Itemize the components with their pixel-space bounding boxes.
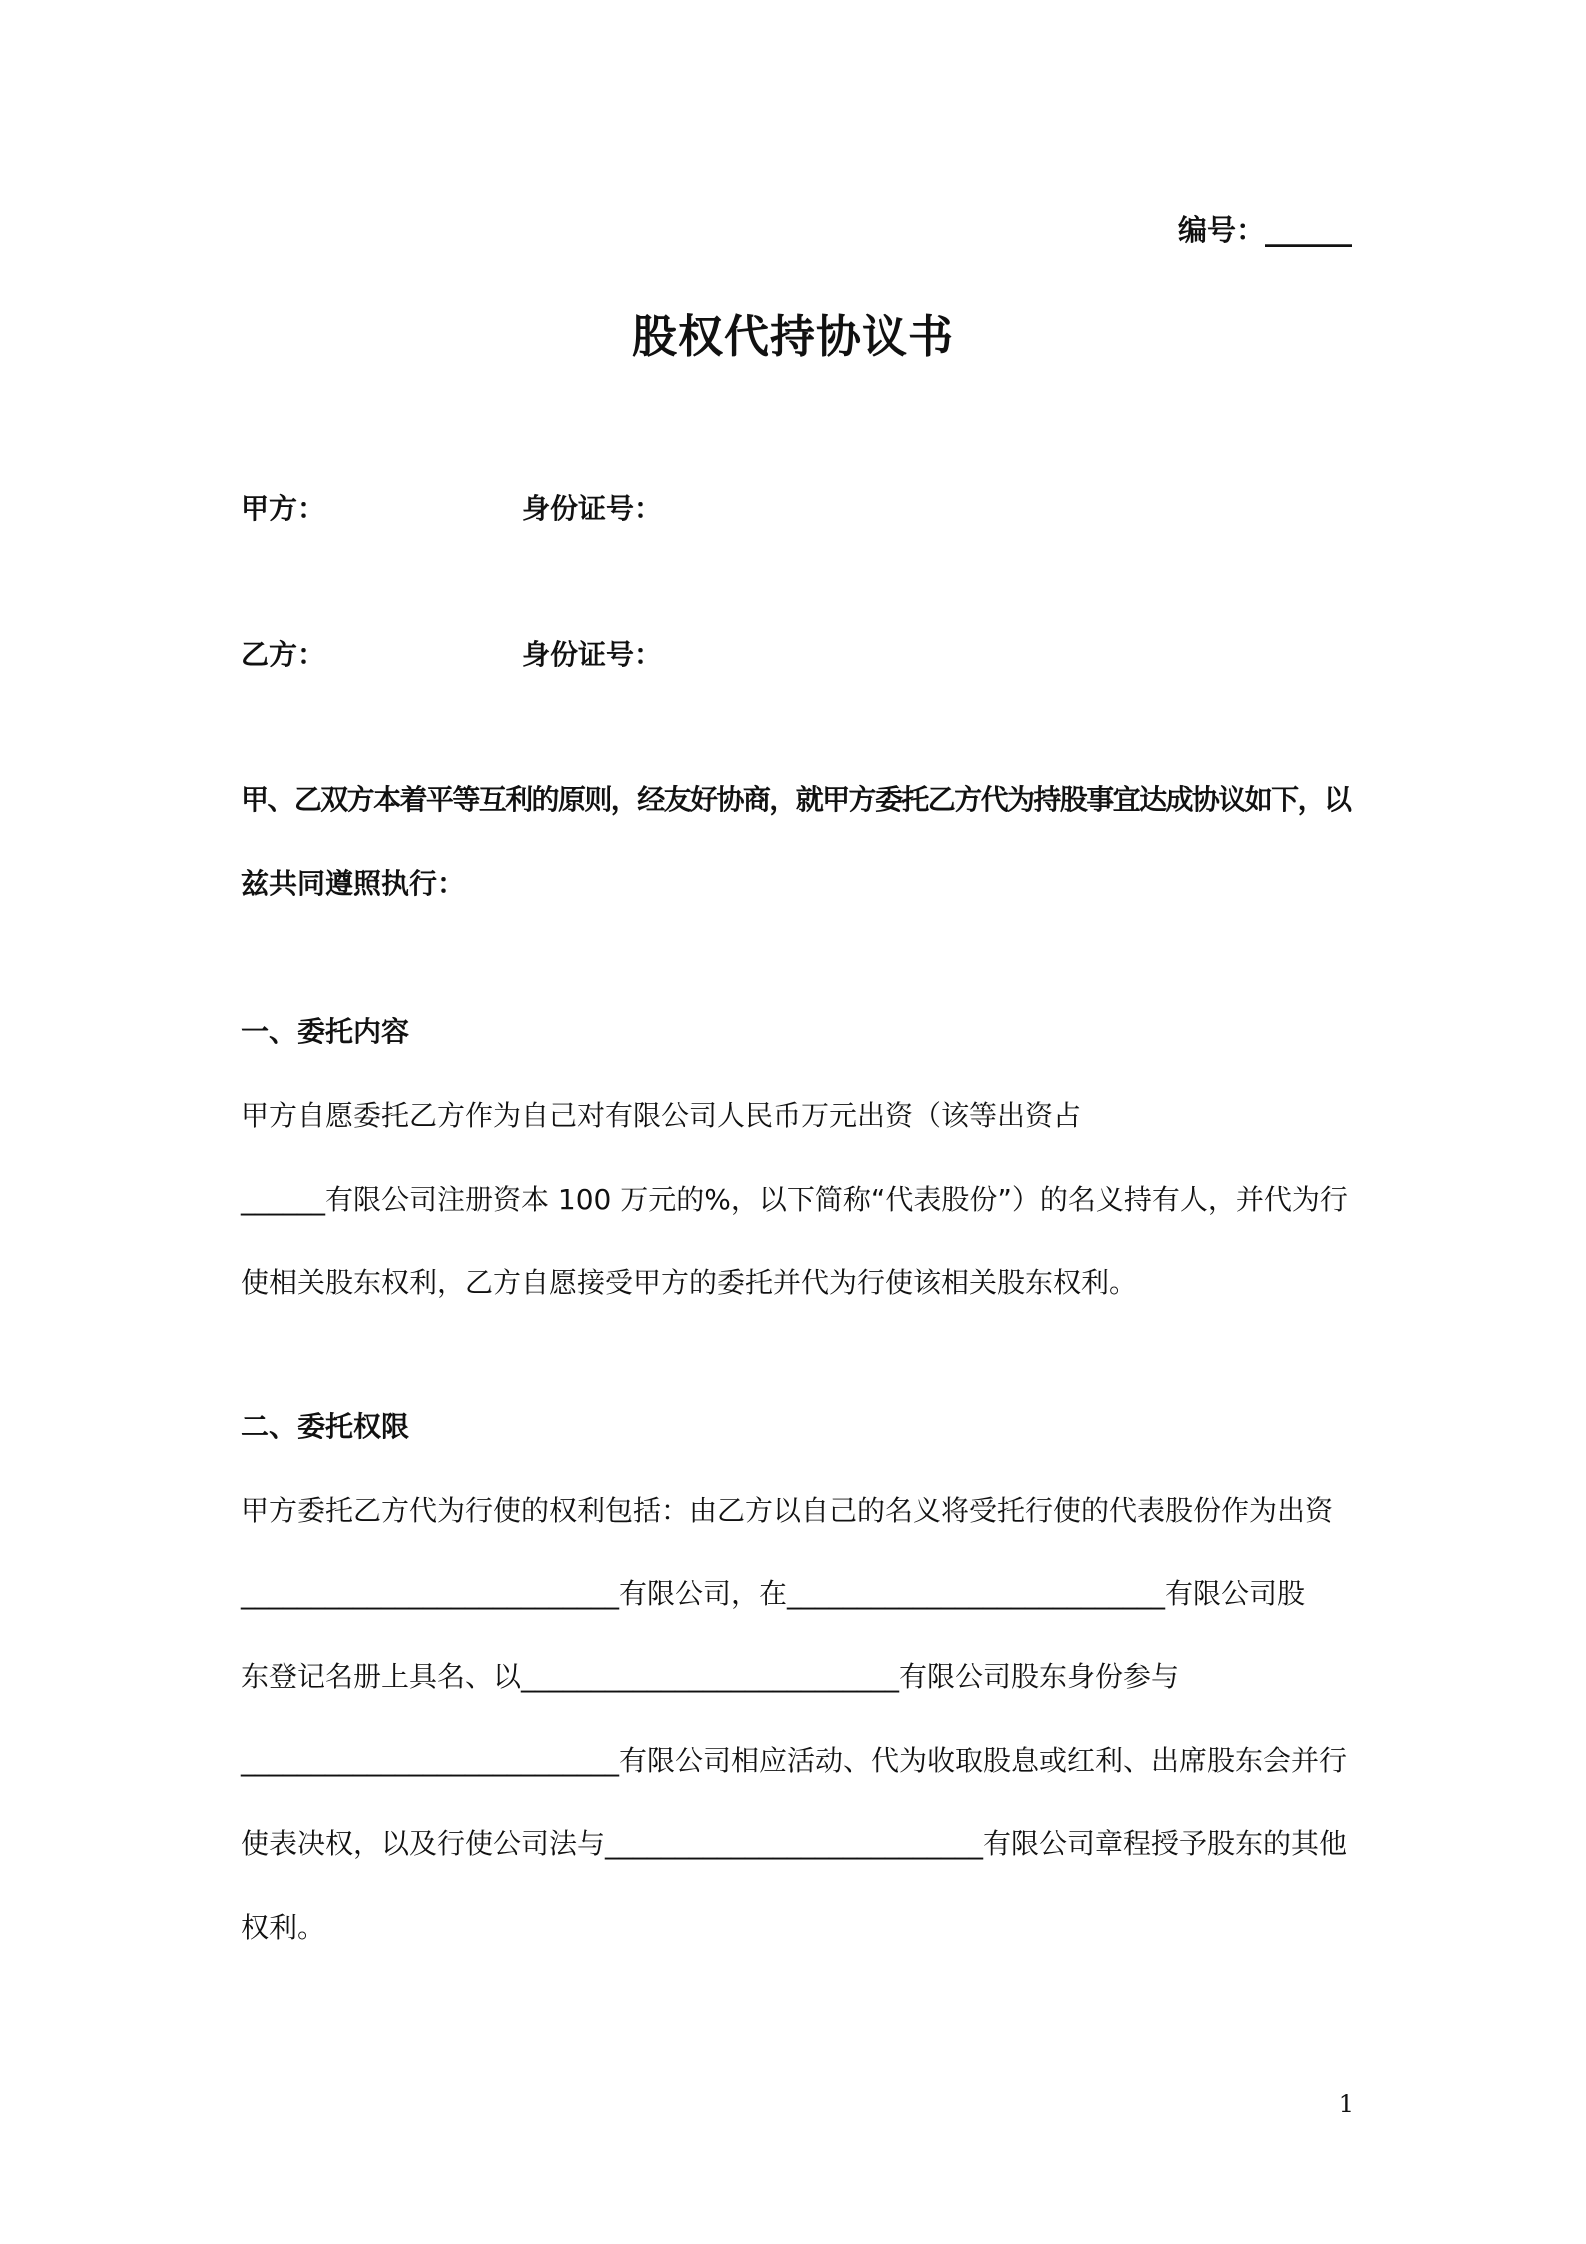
party-b-id-label: 身份证号： xyxy=(522,638,663,671)
page-title: 股权代持协议书 xyxy=(631,310,954,363)
party-b-label: 乙方： xyxy=(241,638,326,671)
intro-line: 兹共同遵照执行： xyxy=(241,867,466,900)
paragraph-line: ___________________________有限公司，在___________________________有限公司股 xyxy=(241,1577,1306,1610)
paragraph-line: 甲方委托乙方代为行使的权利包括：由乙方以自己的名义将受托行使的代表股份作为出资 xyxy=(241,1494,1334,1527)
intro-line: 甲、乙双方本着平等互利的原则，经友好协商，就甲方委托乙方代为持股事宜达成协议如下，以 xyxy=(241,783,1351,816)
party-a-label: 甲方： xyxy=(241,492,326,525)
paragraph-line: 权利。 xyxy=(241,1911,326,1944)
paragraph-line: ___________________________有限公司相应活动、代为收取股息或红利、出席股东会并行 xyxy=(241,1744,1348,1777)
paragraph-line: 东登记名册上具名、以___________________________有限公司股东身份参与 xyxy=(241,1660,1180,1693)
section-heading: 二、委托权限 xyxy=(241,1410,410,1443)
party-a-id-label: 身份证号： xyxy=(522,492,663,525)
paragraph-line: 甲方自愿委托乙方作为自己对有限公司人民币万元出资（该等出资占 xyxy=(241,1099,1082,1132)
paragraph-line: 使表决权，以及行使公司法与___________________________有限公司章程授予股东的其他 xyxy=(241,1827,1348,1860)
section-heading: 一、委托内容 xyxy=(241,1015,410,1048)
document-number: 编号：______ xyxy=(1177,213,1352,247)
page-number: 1 xyxy=(1338,2090,1354,2118)
paragraph-line: ______有限公司注册资本 100 万元的%，以下简称“代表股份”）的名义持有人，并代为行 xyxy=(241,1183,1348,1216)
paragraph-line: 使相关股东权利，乙方自愿接受甲方的委托并代为行使该相关股东权利。 xyxy=(241,1266,1138,1299)
